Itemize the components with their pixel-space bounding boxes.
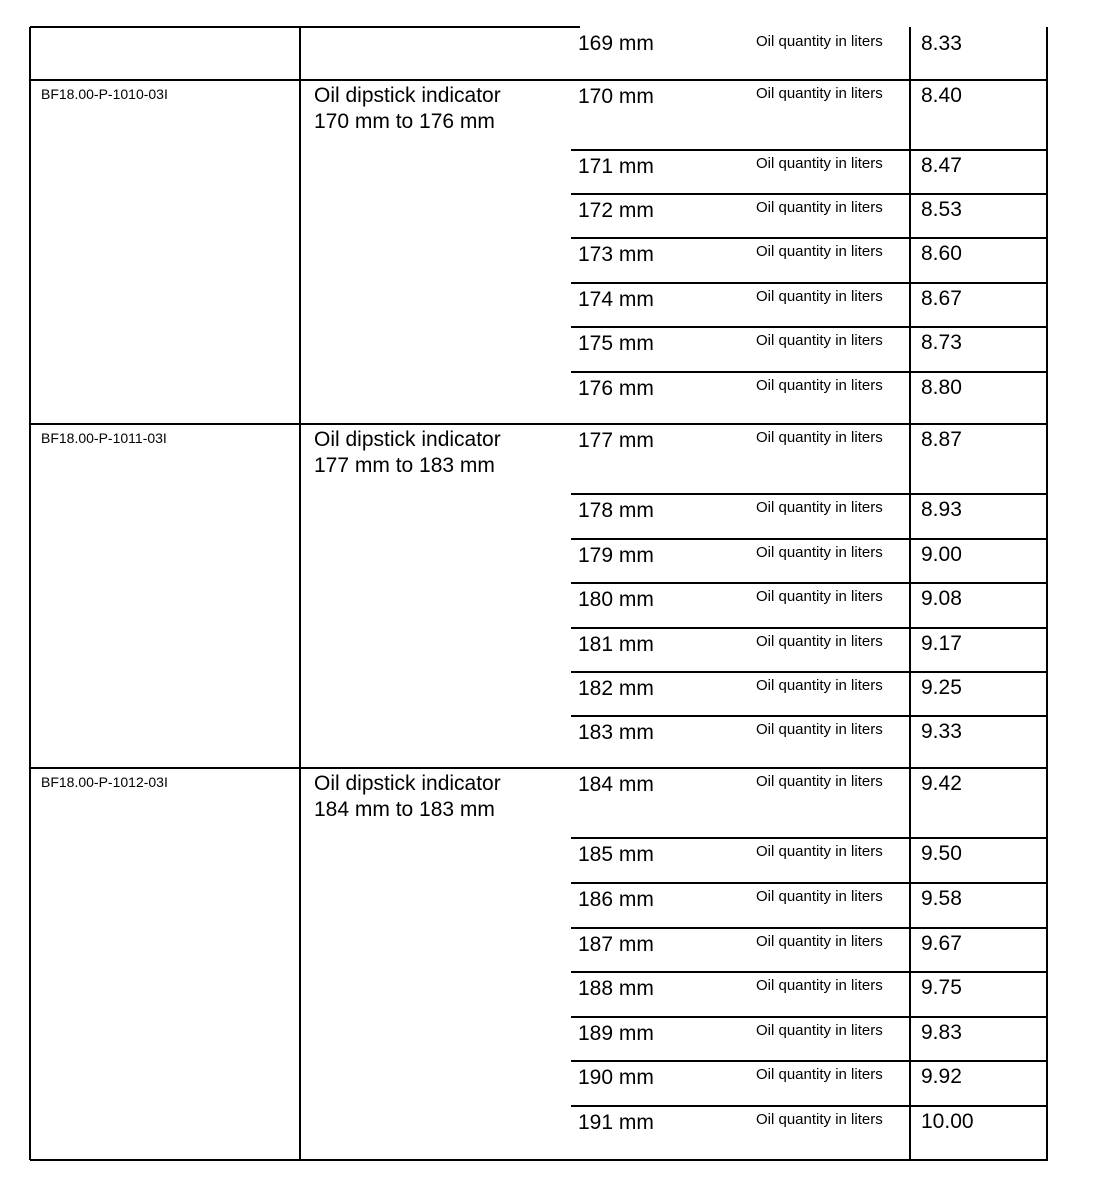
row-divider (571, 193, 1048, 195)
oil-quantity-value: 8.53 (921, 198, 962, 221)
dipstick-mm-value: 179 mm (578, 544, 654, 567)
table-left-border (29, 27, 31, 1160)
quantity-label: Oil quantity in liters (756, 1111, 883, 1128)
dipstick-mm-value: 191 mm (578, 1111, 654, 1134)
table-bottom-border (30, 1159, 1048, 1161)
quantity-label: Oil quantity in liters (756, 1022, 883, 1039)
oil-quantity-value: 8.80 (921, 376, 962, 399)
quantity-label: Oil quantity in liters (756, 288, 883, 305)
table-right-border (1046, 27, 1048, 1160)
dipstick-mm-value: 172 mm (578, 199, 654, 222)
quantity-label: Oil quantity in liters (756, 888, 883, 905)
oil-quantity-value: 9.42 (921, 772, 962, 795)
row-divider (571, 1060, 1048, 1062)
row-divider (571, 371, 1048, 373)
row-divider (571, 582, 1048, 584)
row-divider (571, 715, 1048, 717)
code-column-divider (299, 27, 301, 1160)
group-title-line2: 177 mm to 183 mm (314, 454, 495, 477)
quantity-label: Oil quantity in liters (756, 243, 883, 260)
quantity-label: Oil quantity in liters (756, 199, 883, 216)
quantity-label: Oil quantity in liters (756, 332, 883, 349)
row-divider (571, 837, 1048, 839)
row-divider (571, 282, 1048, 284)
quantity-label: Oil quantity in liters (756, 33, 883, 50)
row-divider (571, 538, 1048, 540)
dipstick-mm-value: 178 mm (578, 499, 654, 522)
group-divider (30, 79, 1048, 81)
oil-quantity-value: 9.50 (921, 842, 962, 865)
oil-quantity-value: 8.33 (921, 32, 962, 55)
oil-quantity-value: 8.73 (921, 331, 962, 354)
oil-quantity-value: 8.40 (921, 84, 962, 107)
row-divider (571, 1105, 1048, 1107)
group-title-line1: Oil dipstick indicator (314, 84, 501, 107)
dipstick-mm-value: 176 mm (578, 377, 654, 400)
dipstick-mm-value: 183 mm (578, 721, 654, 744)
quantity-label: Oil quantity in liters (756, 155, 883, 172)
value-column-divider (909, 27, 911, 1160)
row-divider (571, 149, 1048, 151)
oil-quantity-value: 9.75 (921, 976, 962, 999)
quantity-label: Oil quantity in liters (756, 377, 883, 394)
group-title-line1: Oil dipstick indicator (314, 772, 501, 795)
dipstick-mm-value: 185 mm (578, 843, 654, 866)
quantity-label: Oil quantity in liters (756, 499, 883, 516)
row-divider (571, 627, 1048, 629)
oil-quantity-value: 9.83 (921, 1021, 962, 1044)
oil-quantity-value: 9.25 (921, 676, 962, 699)
oil-quantity-value: 9.67 (921, 932, 962, 955)
row-divider (571, 971, 1048, 973)
quantity-label: Oil quantity in liters (756, 633, 883, 650)
dipstick-mm-value: 177 mm (578, 429, 654, 452)
dipstick-mm-value: 186 mm (578, 888, 654, 911)
row-divider (571, 671, 1048, 673)
oil-quantity-value: 9.17 (921, 632, 962, 655)
dipstick-mm-value: 182 mm (578, 677, 654, 700)
table-top-border (30, 26, 580, 28)
quantity-label: Oil quantity in liters (756, 977, 883, 994)
dipstick-mm-value: 171 mm (578, 155, 654, 178)
oil-quantity-value: 9.08 (921, 587, 962, 610)
quantity-label: Oil quantity in liters (756, 429, 883, 446)
quantity-label: Oil quantity in liters (756, 588, 883, 605)
quantity-label: Oil quantity in liters (756, 85, 883, 102)
row-divider (571, 927, 1048, 929)
quantity-label: Oil quantity in liters (756, 544, 883, 561)
dipstick-mm-value: 180 mm (578, 588, 654, 611)
quantity-label: Oil quantity in liters (756, 1066, 883, 1083)
quantity-label: Oil quantity in liters (756, 677, 883, 694)
dipstick-mm-value: 173 mm (578, 243, 654, 266)
dipstick-mm-value: 190 mm (578, 1066, 654, 1089)
row-divider (571, 1016, 1048, 1018)
oil-quantity-value: 8.87 (921, 428, 962, 451)
group-divider (30, 767, 1048, 769)
dipstick-mm-value: 189 mm (578, 1022, 654, 1045)
oil-quantity-value: 9.00 (921, 543, 962, 566)
oil-quantity-value: 9.33 (921, 720, 962, 743)
dipstick-mm-value: 174 mm (578, 288, 654, 311)
dipstick-mm-value: 184 mm (578, 773, 654, 796)
document-code: BF18.00-P-1011-03I (41, 430, 167, 446)
oil-quantity-value: 8.47 (921, 154, 962, 177)
oil-quantity-value: 8.60 (921, 242, 962, 265)
group-divider (30, 423, 1048, 425)
quantity-label: Oil quantity in liters (756, 843, 883, 860)
group-title-line2: 170 mm to 176 mm (314, 110, 495, 133)
row-divider (571, 237, 1048, 239)
dipstick-mm-value: 170 mm (578, 85, 654, 108)
dipstick-mm-value: 188 mm (578, 977, 654, 1000)
dipstick-mm-value: 187 mm (578, 933, 654, 956)
row-divider (571, 326, 1048, 328)
oil-quantity-value: 10.00 (921, 1110, 974, 1133)
document-code: BF18.00-P-1010-03I (41, 86, 168, 102)
row-divider (571, 493, 1048, 495)
row-divider (571, 882, 1048, 884)
oil-quantity-value: 8.67 (921, 287, 962, 310)
quantity-label: Oil quantity in liters (756, 773, 883, 790)
group-title-line2: 184 mm to 183 mm (314, 798, 495, 821)
oil-quantity-value: 8.93 (921, 498, 962, 521)
quantity-label: Oil quantity in liters (756, 933, 883, 950)
group-title-line1: Oil dipstick indicator (314, 428, 501, 451)
oil-quantity-value: 9.58 (921, 887, 962, 910)
dipstick-mm-value: 169 mm (578, 32, 654, 55)
document-code: BF18.00-P-1012-03I (41, 774, 168, 790)
dipstick-mm-value: 181 mm (578, 633, 654, 656)
dipstick-mm-value: 175 mm (578, 332, 654, 355)
oil-quantity-value: 9.92 (921, 1065, 962, 1088)
quantity-label: Oil quantity in liters (756, 721, 883, 738)
